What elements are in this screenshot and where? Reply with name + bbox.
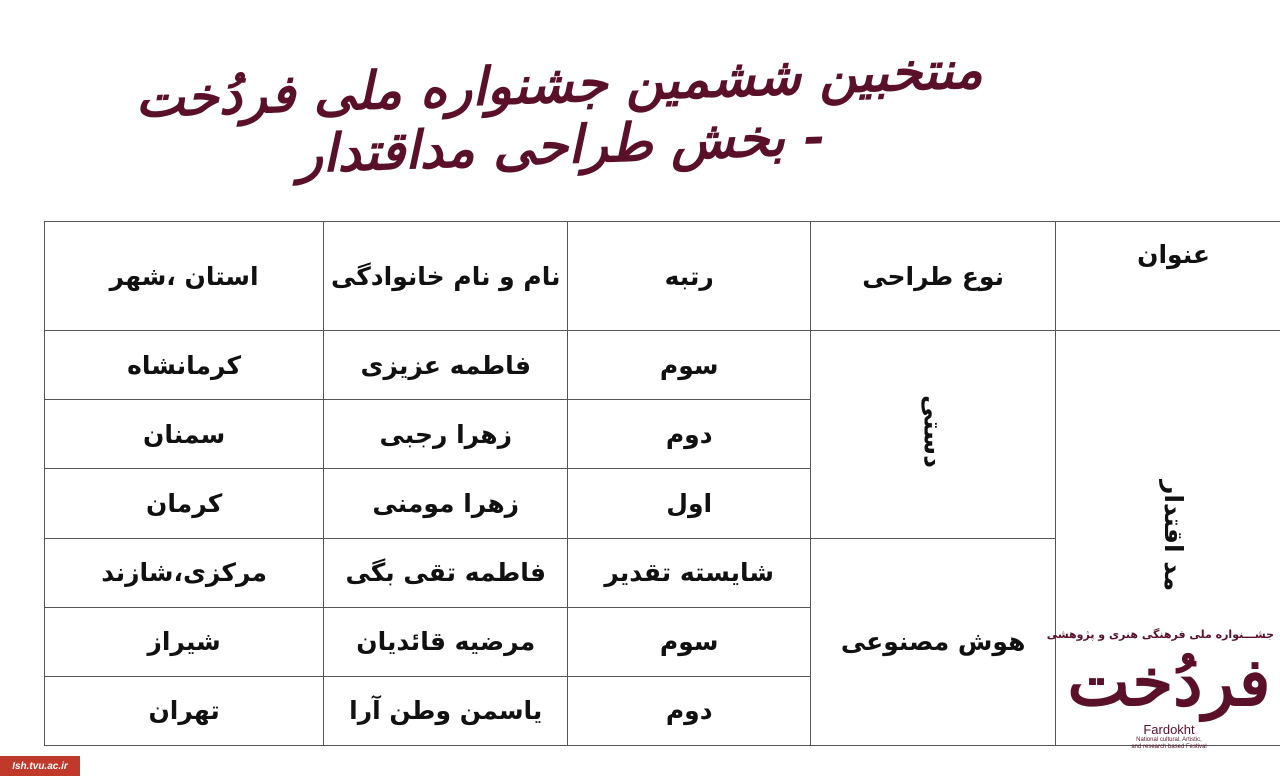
header-title: عنوان bbox=[1056, 222, 1280, 331]
name-cell: فاطمه عزیزی bbox=[324, 331, 568, 400]
province-city-cell: کرمان bbox=[45, 469, 324, 538]
header-name: نام و نام خانوادگی bbox=[324, 222, 568, 331]
logo-wordmark: فردُخت bbox=[1067, 643, 1271, 721]
page-title: منتخبین ششمین جشنواره ملی فردُخت - بخش طراحی مداقتدار bbox=[134, 39, 984, 186]
logo-tagline: جشـــنواره ملی فرهنگی هنری و پژوهشی bbox=[1046, 628, 1274, 641]
name-cell: مرضیه قائدیان bbox=[324, 607, 568, 676]
section-label: مد اقتدار bbox=[1159, 479, 1189, 591]
name-cell: زهرا مومنی bbox=[324, 469, 568, 538]
rank-cell: دوم bbox=[568, 676, 811, 745]
header-design-type: نوع طراحی bbox=[811, 222, 1056, 331]
rank-cell: دوم bbox=[568, 400, 811, 469]
site-watermark: Ish.tvu.ac.ir bbox=[0, 756, 80, 776]
design-type-cell: هوش مصنوعی bbox=[811, 538, 1056, 745]
design-type-cell bbox=[811, 331, 1056, 538]
table-row bbox=[45, 331, 1280, 400]
province-city-cell: تهران bbox=[45, 676, 324, 745]
logo-subtitle-line2: and research based Festival bbox=[1131, 744, 1207, 750]
logo-latin-name: Fardokht bbox=[1143, 722, 1195, 737]
province-city-cell: کرمانشاه bbox=[45, 331, 324, 400]
header-province-city: استان ،شهر bbox=[45, 222, 324, 331]
province-city-cell: مرکزی،شازند bbox=[45, 538, 324, 607]
province-city-cell: شیراز bbox=[45, 607, 324, 676]
table-header-row bbox=[45, 222, 1280, 331]
rank-cell: سوم bbox=[568, 607, 811, 676]
name-cell: یاسمن وطن آرا bbox=[324, 676, 568, 745]
name-cell: زهرا رجبی bbox=[324, 400, 568, 469]
logo-subtitle-line1: National cultural, Artistic, bbox=[1136, 737, 1202, 743]
name-cell: فاطمه تقی بگی bbox=[324, 538, 568, 607]
province-city-cell: سمنان bbox=[45, 400, 324, 469]
rank-cell: اول bbox=[568, 469, 811, 538]
design-type-label: دستی bbox=[918, 394, 948, 468]
rank-cell: سوم bbox=[568, 331, 811, 400]
header-rank: رتبه bbox=[568, 222, 811, 331]
fardokht-logo bbox=[1046, 624, 1274, 782]
rank-cell: شایسته تقدیر bbox=[568, 538, 811, 607]
